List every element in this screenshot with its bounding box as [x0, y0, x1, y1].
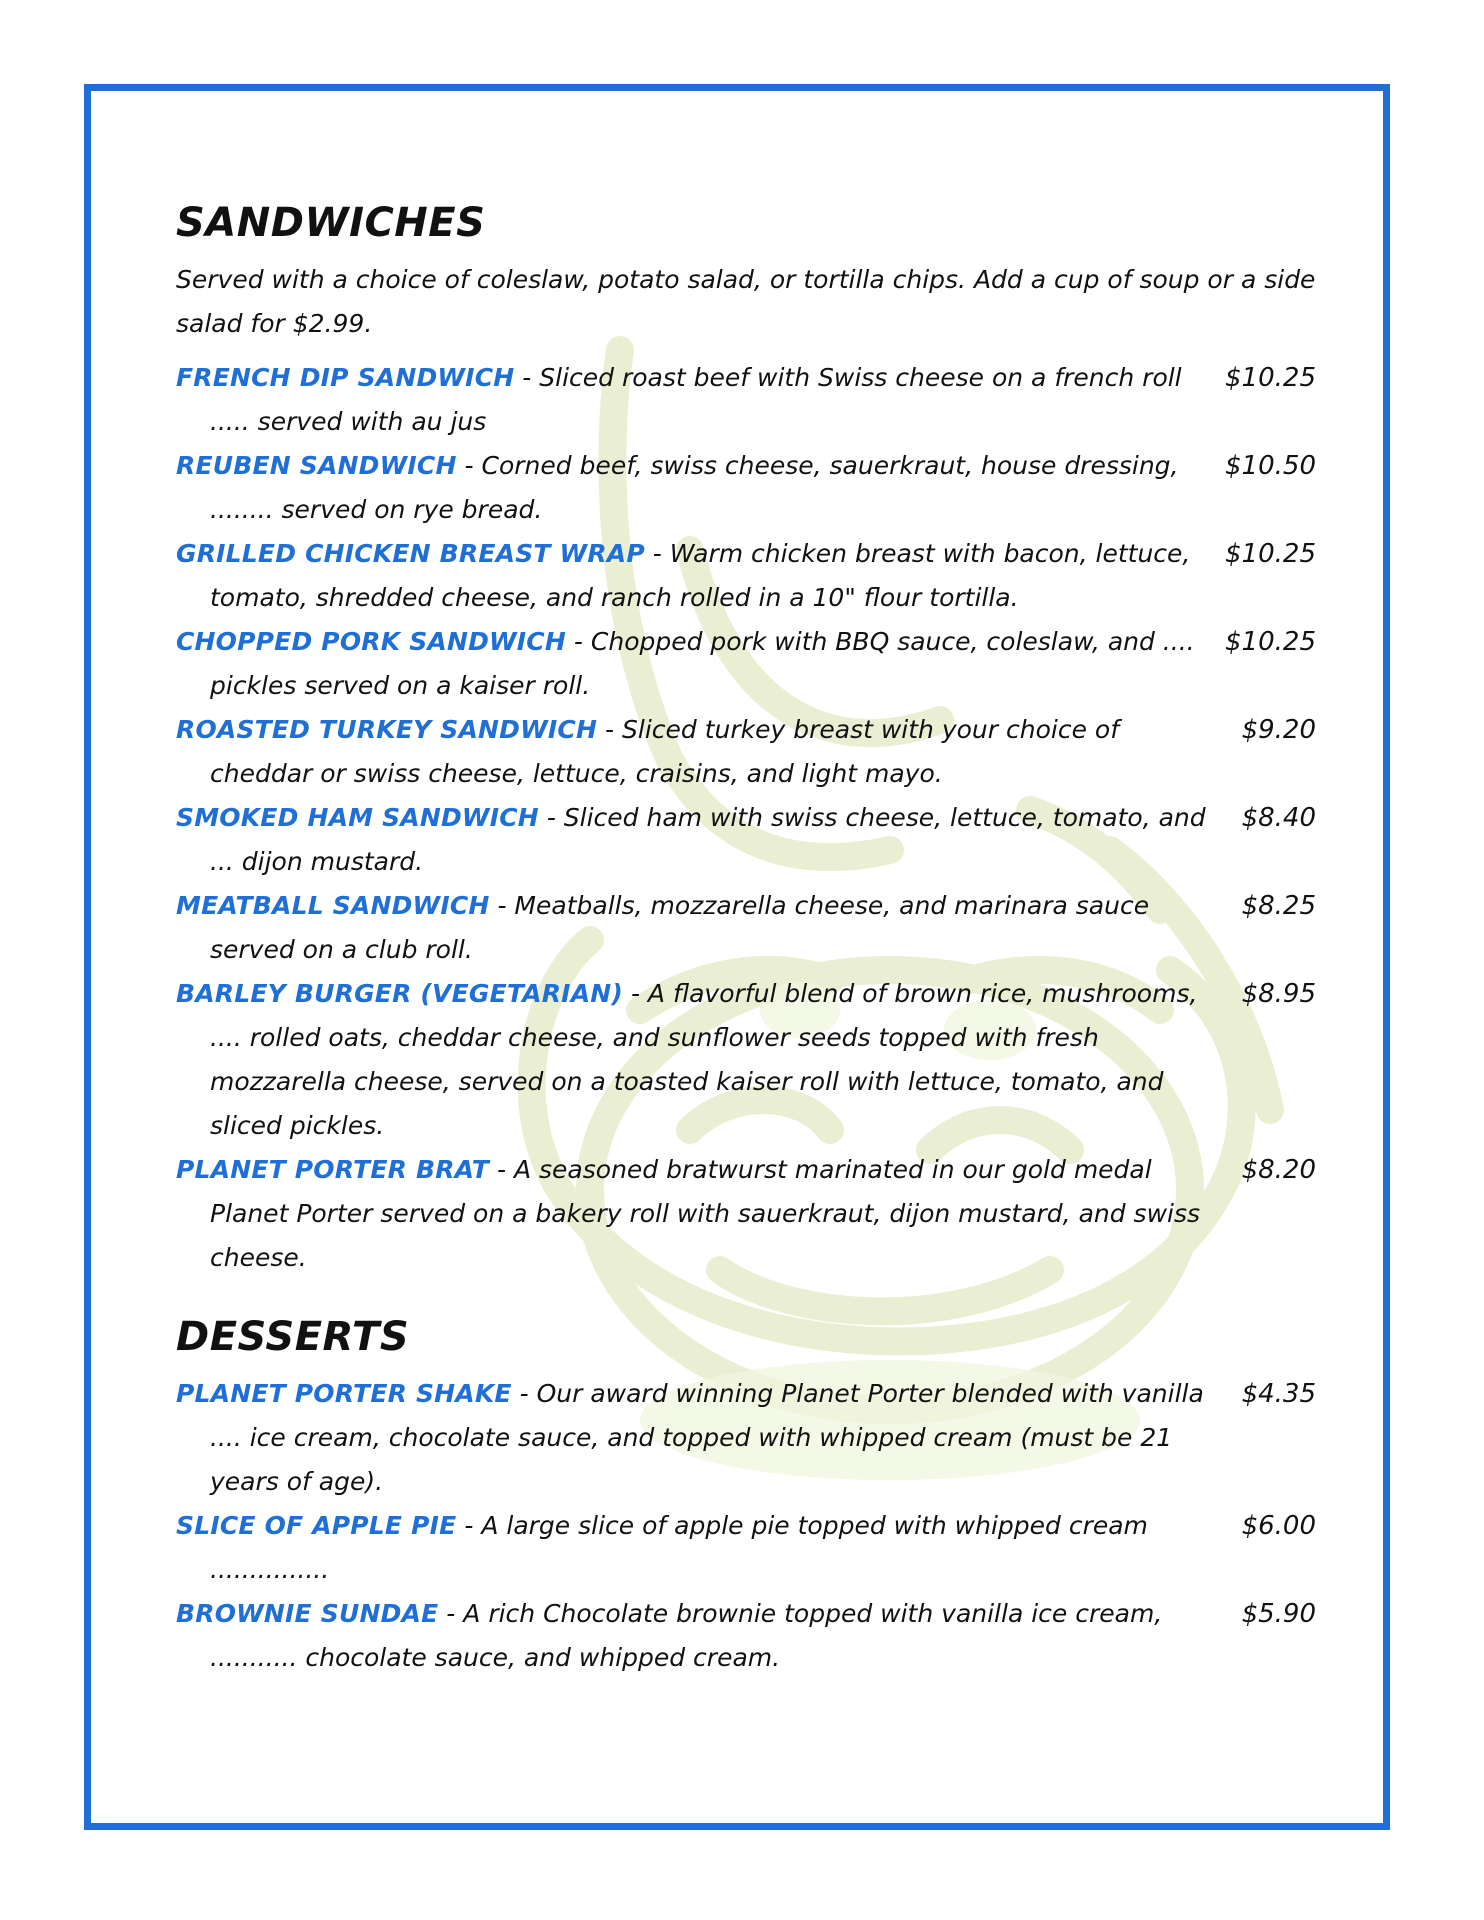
menu-item-meatball [176, 884, 1316, 972]
item-description: - A rich Chocolate brownie topped with vanilla ice cream, ........... chocolate sauce, and whipped cream. [210, 1599, 1163, 1672]
item-name: ROASTED TURKEY SANDWICH [176, 715, 598, 744]
item-price: $10.25 [1225, 363, 1316, 393]
menu-item-reuben [176, 444, 1316, 532]
item-description: - Warm chicken breast with bacon, lettuce, tomato, shredded cheese, and ranch rolled in a 10" flour tortilla. [210, 539, 1191, 612]
item-price: $10.50 [1225, 451, 1316, 481]
item-description: - Meatballs, mozzarella cheese, and marinara sauce served on a club roll. [210, 891, 1150, 964]
item-price: $8.25 [1241, 891, 1316, 921]
item-price: $10.25 [1225, 539, 1316, 569]
item-name: BROWNIE SUNDAE [176, 1599, 439, 1628]
menu-item-porter-shake [176, 1372, 1316, 1504]
item-description: - A seasoned bratwurst marinated in our gold medal Planet Porter served on a bakery roll with sauerkraut, dijon mustard, and swiss cheese. [210, 1155, 1201, 1272]
item-price: $10.25 [1225, 627, 1316, 657]
menu-item-brownie-sundae [176, 1592, 1316, 1680]
item-price: $5.90 [1241, 1599, 1316, 1629]
section-title-sandwiches: SANDWICHES [176, 200, 486, 246]
item-price: $9.20 [1241, 715, 1316, 745]
item-price: $6.00 [1241, 1511, 1316, 1541]
item-description: - Sliced turkey breast with your choice of cheddar or swiss cheese, lettuce, craisins, and light mayo. [210, 715, 1120, 788]
item-name: MEATBALL SANDWICH [176, 891, 490, 920]
item-description: - Corned beef, swiss cheese, sauerkraut, house dressing, ........ served on rye bread. [210, 451, 1179, 524]
item-price: $8.20 [1241, 1155, 1316, 1185]
sandwiches-note: Served with a choice of coleslaw, potato salad, or tortilla chips. Add a cup of soup or a side salad for $2.99. [176, 265, 1316, 338]
item-description: - Our award winning Planet Porter blended with vanilla .... ice cream, chocolate sauce, and topped with whipped cream (must be 21 years of age). [210, 1379, 1204, 1496]
item-name: GRILLED CHICKEN BREAST WRAP [176, 539, 645, 568]
menu-item-roasted-turkey [176, 708, 1316, 796]
item-name: CHOPPED PORK SANDWICH [176, 627, 566, 656]
menu-item-smoked-ham [176, 796, 1316, 884]
item-description: - A flavorful blend of brown rice, mushrooms, .... rolled oats, cheddar cheese, and sunflower seeds topped with fresh mozzarella cheese, served on a toasted kaiser roll with lettuce, tomato, and sliced pickles. [210, 979, 1198, 1140]
item-description: - A large slice of apple pie topped with whipped cream ............... [210, 1511, 1148, 1584]
item-name: SMOKED HAM SANDWICH [176, 803, 539, 832]
item-description: - Sliced roast beef with Swiss cheese on a french roll ..... served with au jus [210, 363, 1182, 436]
item-name: PLANET PORTER SHAKE [176, 1379, 512, 1408]
menu-item-barley-burger [176, 972, 1316, 1148]
menu-item-chicken-wrap [176, 532, 1316, 620]
menu-item-chopped-pork [176, 620, 1316, 708]
item-description: - Chopped pork with BBQ sauce, coleslaw, and .... pickles served on a kaiser roll. [210, 627, 1195, 700]
item-price: $8.95 [1241, 979, 1316, 1009]
item-name: BARLEY BURGER (VEGETARIAN) [176, 979, 623, 1008]
menu-item-planet-porter-brat [176, 1148, 1316, 1280]
menu-item-apple-pie [176, 1504, 1316, 1592]
item-name: SLICE OF APPLE PIE [176, 1511, 457, 1540]
menu-item-french-dip [176, 356, 1316, 444]
item-name: REUBEN SANDWICH [176, 451, 457, 480]
item-name: FRENCH DIP SANDWICH [176, 363, 515, 392]
item-name: PLANET PORTER BRAT [176, 1155, 490, 1184]
menu-content [176, 200, 1316, 1680]
item-description: - Sliced ham with swiss cheese, lettuce, tomato, and ... dijon mustard. [210, 803, 1206, 876]
item-price: $8.40 [1241, 803, 1316, 833]
section-title-desserts: DESSERTS [176, 1314, 410, 1360]
item-price: $4.35 [1241, 1379, 1316, 1409]
